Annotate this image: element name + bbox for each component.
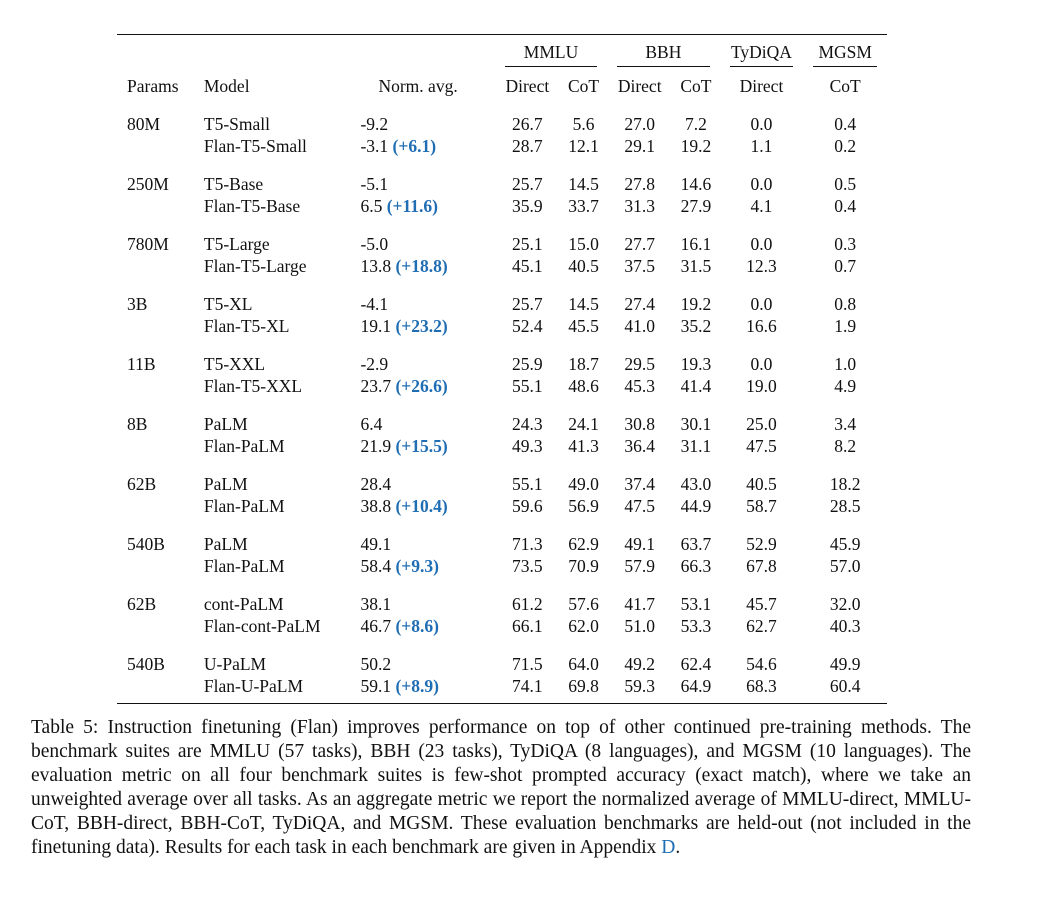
params-cell xyxy=(117,675,204,704)
model-cell: T5-Base xyxy=(203,174,264,194)
mgsm-cot-cell: 1.0 xyxy=(834,354,857,374)
bbh-cot-cell: 66.3 xyxy=(680,556,712,576)
mmlu-direct-cell: 61.2 xyxy=(512,594,543,614)
mmlu-direct-cell: 26.7 xyxy=(512,114,543,134)
mmlu-direct-cell: 25.7 xyxy=(512,294,543,314)
model-cell: T5-XL xyxy=(203,294,253,314)
bbh-label: BBH xyxy=(617,41,709,67)
mmlu-cot-cell: 70.9 xyxy=(568,556,599,576)
mmlu-cot-cell: 41.3 xyxy=(568,436,599,456)
mgsm-cot-cell: 28.5 xyxy=(829,496,861,516)
params-cell: 250M xyxy=(127,174,169,194)
mmlu-direct-cell: 73.5 xyxy=(512,556,543,576)
model-cell: PaLM xyxy=(203,534,248,554)
bbh-direct-cell: 49.2 xyxy=(624,654,656,674)
table-row xyxy=(117,283,887,315)
mmlu-direct-header: Direct xyxy=(505,76,550,96)
model-cell: T5-Small xyxy=(203,114,270,134)
params-cell xyxy=(117,255,204,283)
mgsm-cot-cell: 0.5 xyxy=(834,174,857,194)
norm-avg-cell xyxy=(352,523,494,555)
bbh-direct-cell: 27.0 xyxy=(624,114,656,134)
norm-avg-cell xyxy=(352,495,494,523)
table-row xyxy=(117,195,887,223)
mgsm-cot-cell: 0.2 xyxy=(834,136,857,156)
mgsm-cot-cell: 1.9 xyxy=(834,316,857,336)
tydiqa-direct-header: Direct xyxy=(739,76,784,96)
table-row xyxy=(117,223,887,255)
params-cell xyxy=(117,375,204,403)
params-cell xyxy=(117,135,204,163)
mmlu-direct-cell: 45.1 xyxy=(512,256,543,276)
tydiqa-cell: 0.0 xyxy=(750,234,773,254)
model-cell: T5-XXL xyxy=(203,354,266,374)
mmlu-direct-cell: 74.1 xyxy=(495,675,560,704)
caption-end: . xyxy=(675,837,681,858)
group-header-mgsm xyxy=(803,35,887,70)
model-cell: Flan-PaLM xyxy=(203,496,285,516)
improvement-badge: (+26.6) xyxy=(395,376,448,396)
group-header-tydiqa xyxy=(720,35,804,70)
improvement-badge: (+15.5) xyxy=(395,436,448,456)
norm-avg-value: -5.0 xyxy=(360,234,389,254)
norm-avg-cell xyxy=(352,195,494,223)
norm-avg-cell xyxy=(352,163,494,195)
bbh-cot-cell: 14.6 xyxy=(680,174,712,194)
mmlu-cot-cell: 49.0 xyxy=(568,474,599,494)
mgsm-cot-cell: 60.4 xyxy=(803,675,887,704)
norm-avg-cell xyxy=(352,643,494,675)
model-cell: Flan-cont-PaLM xyxy=(203,616,321,636)
model-cell: Flan-PaLM xyxy=(203,556,285,576)
norm-avg-cell xyxy=(352,583,494,615)
norm-avg-cell xyxy=(352,403,494,435)
mmlu-direct-cell: 25.9 xyxy=(512,354,543,374)
bbh-direct-cell: 31.3 xyxy=(624,196,656,216)
model-cell: Flan-T5-Small xyxy=(203,136,307,156)
mgsm-cot-cell: 40.3 xyxy=(829,616,861,636)
bbh-direct-cell: 37.4 xyxy=(624,474,656,494)
norm-avg-cell xyxy=(352,223,494,255)
bbh-direct-cell: 29.1 xyxy=(624,136,656,156)
mgsm-cot-cell: 18.2 xyxy=(829,474,861,494)
tydiqa-cell: 40.5 xyxy=(746,474,777,494)
bbh-cot-cell: 62.4 xyxy=(680,654,712,674)
mmlu-cot-header: CoT xyxy=(567,76,600,96)
norm-avg-cell xyxy=(352,343,494,375)
norm-avg-value: 38.8 xyxy=(360,496,392,516)
tydiqa-cell: 25.0 xyxy=(746,414,777,434)
model-cell: U-PaLM xyxy=(203,654,267,674)
group-header-mmlu xyxy=(495,35,607,70)
table-row xyxy=(117,315,887,343)
params-cell xyxy=(117,555,204,583)
bbh-cot-cell: 31.5 xyxy=(680,256,712,276)
tydiqa-cell: 16.6 xyxy=(746,316,777,336)
table-row xyxy=(117,583,887,615)
mgsm-cot-cell: 0.4 xyxy=(834,196,857,216)
group-header-bbh xyxy=(607,35,719,70)
bbh-direct-cell: 51.0 xyxy=(624,616,656,636)
table-row xyxy=(117,135,887,163)
bbh-direct-cell: 36.4 xyxy=(624,436,656,456)
mgsm-cot-cell: 57.0 xyxy=(829,556,861,576)
mmlu-direct-cell: 28.7 xyxy=(512,136,543,156)
norm-avg-value: 6.4 xyxy=(360,414,383,434)
bbh-direct-cell: 47.5 xyxy=(624,496,656,516)
mmlu-cot-cell: 18.7 xyxy=(568,354,599,374)
mgsm-cot-cell: 49.9 xyxy=(829,654,861,674)
caption-text: Table 5: Instruction finetuning (Flan) improves performance on top of other continued pre-training methods. The benchmark suites are MMLU (57 tasks), BBH (23 tasks), TyDiQA (8 languages), and MGSM (10 languages). The evaluation metric on all four benchmark suites is few-shot prompted accuracy (exact match), where we take an unweighted average over all tasks. As an aggregate metric we report the normalized average of MMLU-direct, MMLU-CoT, BBH-direct, BBH-CoT, TyDiQA, and MGSM. These evaluation benchmarks are held-out (not included in the finetuning data). Results for each task in each benchmark are given in Appendix xyxy=(31,717,971,858)
norm-avg-cell xyxy=(352,103,494,135)
norm-avg-value: 46.7 xyxy=(360,616,392,636)
mmlu-cot-cell: 45.5 xyxy=(568,316,599,336)
tydiqa-cell: 0.0 xyxy=(750,354,773,374)
params-cell xyxy=(117,435,204,463)
bbh-cot-cell: 19.2 xyxy=(680,294,712,314)
column-header-row xyxy=(117,69,887,103)
mgsm-label: MGSM xyxy=(813,41,877,67)
mgsm-cot-cell: 8.2 xyxy=(834,436,857,456)
params-cell: 80M xyxy=(127,114,161,134)
norm-avg-cell xyxy=(352,435,494,463)
norm-avg-cell xyxy=(352,255,494,283)
params-cell: 3B xyxy=(127,294,148,314)
mmlu-direct-cell: 55.1 xyxy=(512,376,543,396)
norm-avg-value: 38.1 xyxy=(360,594,392,614)
norm-avg-value: -4.1 xyxy=(360,294,389,314)
mmlu-cot-cell: 33.7 xyxy=(568,196,599,216)
mgsm-cot-cell: 4.9 xyxy=(834,376,857,396)
results-table-container xyxy=(117,34,887,704)
params-cell: 780M xyxy=(127,234,169,254)
mgsm-cot-cell: 0.7 xyxy=(834,256,857,276)
norm-avg-cell xyxy=(352,615,494,643)
tydiqa-label: TyDiQA xyxy=(730,41,794,67)
improvement-badge: (+8.6) xyxy=(395,616,439,636)
norm-avg-value: 13.8 xyxy=(360,256,392,276)
bbh-direct-cell: 37.5 xyxy=(624,256,656,276)
params-cell: 540B xyxy=(127,654,165,674)
group-header-row xyxy=(117,35,887,70)
mmlu-direct-cell: 71.5 xyxy=(512,654,543,674)
norm-avg-value: 21.9 xyxy=(360,436,392,456)
norm-avg-value: 50.2 xyxy=(360,654,392,674)
mgsm-cot-cell: 0.3 xyxy=(834,234,857,254)
mmlu-direct-cell: 59.6 xyxy=(512,496,543,516)
bbh-cot-cell: 43.0 xyxy=(680,474,712,494)
bbh-cot-cell: 27.9 xyxy=(680,196,712,216)
improvement-badge: (+9.3) xyxy=(395,556,439,576)
bbh-cot-header: CoT xyxy=(680,76,712,96)
norm-avg-value: 28.4 xyxy=(360,474,392,494)
params-cell: 8B xyxy=(127,414,148,434)
bbh-cot-cell: 35.2 xyxy=(680,316,712,336)
mgsm-cot-cell: 3.4 xyxy=(834,414,857,434)
tydiqa-cell: 0.0 xyxy=(750,114,773,134)
norm-avg-cell xyxy=(352,283,494,315)
mmlu-label: MMLU xyxy=(505,41,597,67)
norm-avg-header: Norm. avg. xyxy=(378,76,458,96)
bbh-cot-cell: 44.9 xyxy=(680,496,712,516)
model-cell: Flan-T5-Large xyxy=(203,256,307,276)
norm-avg-cell xyxy=(352,375,494,403)
mmlu-cot-cell: 48.6 xyxy=(568,376,599,396)
tydiqa-cell: 0.0 xyxy=(750,174,773,194)
mmlu-direct-cell: 71.3 xyxy=(512,534,543,554)
table-row xyxy=(117,463,887,495)
norm-avg-value: -5.1 xyxy=(360,174,389,194)
bbh-cot-cell: 64.9 xyxy=(672,675,719,704)
bbh-cot-cell: 53.1 xyxy=(680,594,712,614)
mmlu-cot-cell: 12.1 xyxy=(568,136,599,156)
tydiqa-cell: 58.7 xyxy=(746,496,777,516)
norm-avg-value: 59.1 xyxy=(360,676,392,696)
mmlu-direct-cell: 25.1 xyxy=(512,234,543,254)
tydiqa-cell: 62.7 xyxy=(746,616,777,636)
table-row xyxy=(117,403,887,435)
mmlu-cot-cell: 57.6 xyxy=(568,594,599,614)
table-row xyxy=(117,255,887,283)
bbh-cot-cell: 19.3 xyxy=(680,354,712,374)
mgsm-cot-cell: 32.0 xyxy=(829,594,861,614)
bbh-direct-cell: 41.0 xyxy=(624,316,656,336)
model-cell: Flan-T5-XL xyxy=(203,316,290,336)
table-row xyxy=(117,495,887,523)
bbh-cot-cell: 7.2 xyxy=(684,114,707,134)
appendix-link[interactable]: D xyxy=(661,837,676,858)
bbh-direct-cell: 27.4 xyxy=(624,294,656,314)
bbh-cot-cell: 41.4 xyxy=(680,376,712,396)
bbh-cot-cell: 53.3 xyxy=(680,616,712,636)
model-cell: Flan-U-PaLM xyxy=(204,675,353,704)
norm-avg-value: 23.7 xyxy=(360,376,392,396)
norm-avg-value: -3.1 xyxy=(360,136,389,156)
bbh-cot-cell: 31.1 xyxy=(680,436,712,456)
model-cell: T5-Large xyxy=(203,234,270,254)
bbh-cot-cell: 19.2 xyxy=(680,136,712,156)
norm-avg-value: 49.1 xyxy=(360,534,392,554)
norm-avg-cell xyxy=(352,315,494,343)
table-row xyxy=(117,615,887,643)
norm-avg-cell xyxy=(352,135,494,163)
params-cell xyxy=(117,315,204,343)
tydiqa-cell: 45.7 xyxy=(746,594,777,614)
mmlu-cot-cell: 62.9 xyxy=(568,534,599,554)
improvement-badge: (+10.4) xyxy=(395,496,448,516)
norm-avg-value: 58.4 xyxy=(360,556,392,576)
tydiqa-cell: 4.1 xyxy=(750,196,773,216)
improvement-badge: (+11.6) xyxy=(386,196,439,216)
bbh-direct-cell: 49.1 xyxy=(624,534,656,554)
model-cell: Flan-PaLM xyxy=(203,436,285,456)
mmlu-cot-cell: 62.0 xyxy=(568,616,599,636)
improvement-badge: (+6.1) xyxy=(392,136,437,156)
tydiqa-cell: 68.3 xyxy=(720,675,804,704)
table-body xyxy=(117,103,887,704)
mgsm-cot-cell: 0.8 xyxy=(834,294,857,314)
tydiqa-cell: 12.3 xyxy=(746,256,777,276)
tydiqa-cell: 0.0 xyxy=(750,294,773,314)
tydiqa-cell: 52.9 xyxy=(746,534,777,554)
bbh-direct-cell: 57.9 xyxy=(624,556,656,576)
bbh-direct-cell: 30.8 xyxy=(624,414,656,434)
bbh-direct-header: Direct xyxy=(617,76,662,96)
mmlu-cot-cell: 14.5 xyxy=(568,294,599,314)
bbh-direct-cell: 59.3 xyxy=(607,675,672,704)
mmlu-cot-cell: 56.9 xyxy=(568,496,599,516)
tydiqa-cell: 54.6 xyxy=(746,654,777,674)
mgsm-cot-cell: 0.4 xyxy=(834,114,857,134)
norm-avg-value: 6.5 xyxy=(360,196,383,216)
mmlu-cot-cell: 40.5 xyxy=(568,256,599,276)
table-row xyxy=(117,523,887,555)
table-row xyxy=(117,435,887,463)
mmlu-cot-cell: 15.0 xyxy=(568,234,599,254)
params-cell xyxy=(117,195,204,223)
bbh-direct-cell: 27.8 xyxy=(624,174,656,194)
mgsm-cot-cell: 45.9 xyxy=(829,534,861,554)
norm-avg-value: -9.2 xyxy=(360,114,389,134)
norm-avg-value: -2.9 xyxy=(360,354,389,374)
params-cell: 62B xyxy=(127,594,157,614)
table-row xyxy=(117,103,887,135)
improvement-badge: (+23.2) xyxy=(395,316,448,336)
norm-avg-cell xyxy=(352,463,494,495)
mmlu-direct-cell: 35.9 xyxy=(512,196,543,216)
mmlu-direct-cell: 49.3 xyxy=(512,436,543,456)
mmlu-direct-cell: 24.3 xyxy=(512,414,543,434)
bbh-cot-cell: 16.1 xyxy=(680,234,712,254)
params-cell: 62B xyxy=(127,474,157,494)
model-header: Model xyxy=(203,76,250,96)
mmlu-direct-cell: 25.7 xyxy=(512,174,543,194)
params-cell: 11B xyxy=(127,354,156,374)
table-row xyxy=(117,643,887,675)
mmlu-cot-cell: 14.5 xyxy=(568,174,599,194)
model-cell: PaLM xyxy=(203,414,248,434)
bbh-cot-cell: 63.7 xyxy=(680,534,712,554)
bbh-direct-cell: 29.5 xyxy=(624,354,656,374)
mmlu-direct-cell: 66.1 xyxy=(512,616,543,636)
tydiqa-cell: 67.8 xyxy=(746,556,777,576)
table-row xyxy=(117,163,887,195)
mmlu-cot-cell: 5.6 xyxy=(572,114,595,134)
tydiqa-cell: 1.1 xyxy=(750,136,773,156)
norm-avg-value: 19.1 xyxy=(360,316,392,336)
params-cell: 540B xyxy=(127,534,165,554)
mmlu-cot-cell: 69.8 xyxy=(560,675,607,704)
mgsm-cot-header: CoT xyxy=(829,76,861,96)
table-caption xyxy=(31,716,971,860)
bbh-direct-cell: 27.7 xyxy=(624,234,656,254)
results-table xyxy=(117,34,887,704)
improvement-badge: (+18.8) xyxy=(395,256,448,276)
table-row xyxy=(117,555,887,583)
model-cell: Flan-T5-XXL xyxy=(203,376,303,396)
mmlu-cot-cell: 64.0 xyxy=(568,654,599,674)
mmlu-direct-cell: 55.1 xyxy=(512,474,543,494)
model-cell: PaLM xyxy=(203,474,248,494)
table-row xyxy=(117,343,887,375)
model-cell: cont-PaLM xyxy=(203,594,284,614)
params-header: Params xyxy=(127,76,179,96)
norm-avg-cell xyxy=(352,555,494,583)
tydiqa-cell: 47.5 xyxy=(746,436,777,456)
table-row xyxy=(117,675,887,704)
mmlu-direct-cell: 52.4 xyxy=(512,316,543,336)
mmlu-cot-cell: 24.1 xyxy=(568,414,599,434)
bbh-direct-cell: 45.3 xyxy=(624,376,656,396)
table-row xyxy=(117,375,887,403)
bbh-direct-cell: 41.7 xyxy=(624,594,656,614)
params-cell xyxy=(117,615,204,643)
bbh-cot-cell: 30.1 xyxy=(680,414,712,434)
improvement-badge: (+8.9) xyxy=(395,676,439,696)
norm-avg-cell xyxy=(352,675,494,704)
model-cell: Flan-T5-Base xyxy=(203,196,301,216)
params-cell xyxy=(117,495,204,523)
tydiqa-cell: 19.0 xyxy=(746,376,777,396)
